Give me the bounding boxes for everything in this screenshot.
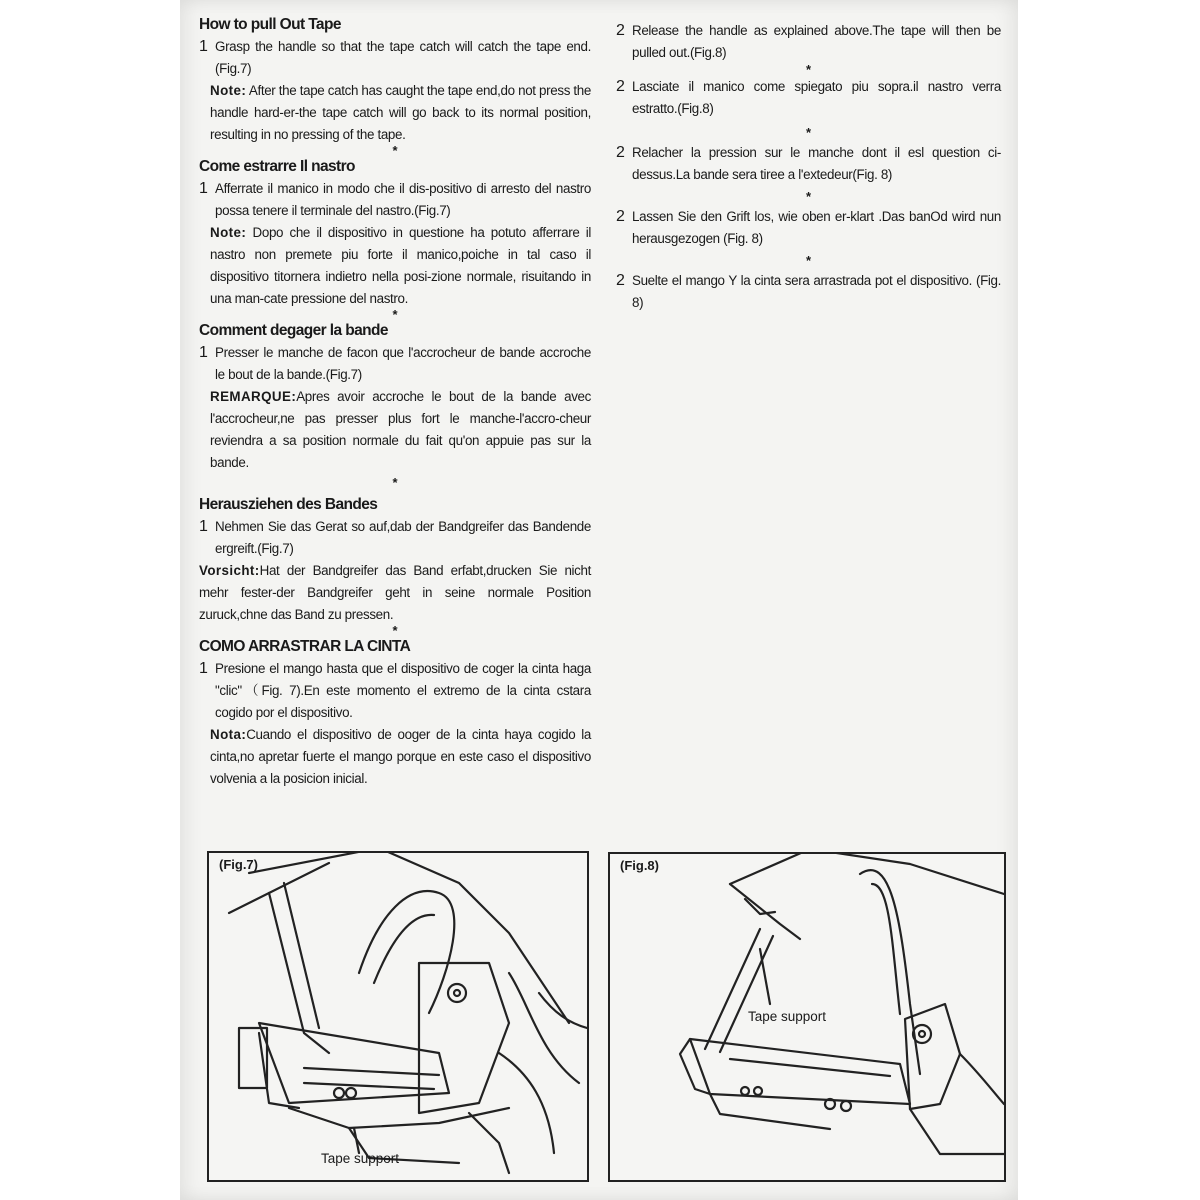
separator-star: * <box>392 143 398 158</box>
note-italian <box>199 222 591 310</box>
section-title-italian: Come estrarre Il nastro <box>199 158 355 175</box>
note-english <box>199 80 591 146</box>
note-text: Cuando el dispositivo de ooger de la cinta haya cogido la cinta,no apretar fuerte el mango porque en este caso el dispositivo volvenia a la posicion inicial. <box>210 727 591 786</box>
step-2-german <box>616 206 1001 250</box>
note-german <box>199 560 591 626</box>
step-number: 2 <box>616 22 625 39</box>
step-1-french <box>199 342 591 386</box>
note-label: Note: <box>210 83 247 98</box>
step-text: Nehmen Sie das Gerat so auf,dab der Bandgreifer das Bandende ergreift.(Fig.7) <box>215 519 591 556</box>
section-german <box>199 494 591 626</box>
figure-label: (Fig.7) <box>219 857 258 872</box>
step-text: Lassen Sie den Grift los, wie oben er-klart .Das banOd wird nun herausgezogen (Fig. 8) <box>632 209 1001 246</box>
separator-star: * <box>805 125 812 140</box>
section-title-french: Comment degager la bande <box>199 322 388 339</box>
separator-star: * <box>805 253 812 268</box>
step-number: 2 <box>616 272 625 289</box>
note-label: Note: <box>210 225 247 240</box>
separator-star: * <box>392 475 398 490</box>
figure-label: (Fig.8) <box>620 858 659 873</box>
note-text: Dopo che il dispositivo in questione ha potuto afferrare il nastro non premete piu forte il manico,poiche in tal caso il dispositivo titornera indietro nella posi-zione normale, risuitando in una man-cate pressione del nastro. <box>210 225 591 306</box>
right-column <box>616 20 1001 314</box>
section-title-spanish: COMO ARRASTRAR LA CINTA <box>199 638 411 655</box>
tape-support-callout: Tape support <box>748 1009 827 1024</box>
step-text: Lasciate il manico come spiegato piu sopra.il nastro verra estratto.(Fig.8) <box>632 79 1001 116</box>
separator-star: * <box>392 307 398 322</box>
show-through-text <box>560 300 1000 800</box>
section-title-english: How to pull Out Tape <box>199 16 341 33</box>
stapler-illustration-fig7 <box>209 853 587 1180</box>
step-1-spanish <box>199 658 591 724</box>
tape-support-callout: Tape support <box>321 1151 400 1166</box>
step-2-english <box>616 20 1001 64</box>
step-text: Relacher la pression sur le manche dont il esl question ci-dessus.La bande sera tiree a l'extedeur(Fig. 8) <box>632 145 1001 182</box>
step-number: 1 <box>199 518 208 535</box>
step-number: 1 <box>199 660 208 677</box>
step-1-english <box>199 36 591 80</box>
note-text: Hat der Bandgreifer das Band erfabt,drucken Sie nicht mehr fester-der Bandgreifer geht in seine normale Position zuruck,chne das Band zu pressen. <box>199 563 591 622</box>
separator-star: * <box>805 189 812 204</box>
figure-8 <box>608 852 1006 1182</box>
section-spanish <box>199 636 591 790</box>
step-number: 2 <box>616 78 625 95</box>
note-label: REMARQUE: <box>210 389 297 404</box>
step-number: 1 <box>199 38 208 55</box>
figure-7 <box>207 851 589 1182</box>
step-number: 1 <box>199 344 208 361</box>
note-french <box>199 386 591 474</box>
step-1-italian <box>199 178 591 222</box>
note-label: Nota: <box>210 727 247 742</box>
step-2-italian <box>616 76 1001 120</box>
step-text: Suelte el mango Y la cinta sera arrastrada pot el dispositivo. (Fig. 8) <box>632 273 1001 310</box>
note-text: After the tape catch has caught the tape end,do not press the handle hard-er-the tape catch will go back to its normal position, resulting in no pressing of the tape. <box>210 83 591 142</box>
separator-star: * <box>805 62 812 77</box>
step-text: Afferrate il manico in modo che il dis-positivo di arresto del nastro possa tenere il terminale del nastro.(Fig.7) <box>215 181 591 218</box>
step-2-french <box>616 142 1001 186</box>
step-number: 2 <box>616 208 625 225</box>
note-text: Apres avoir accroche le bout de la bande avec l'accrocheur,ne pas presser plus fort le manche-l'accro-cheur reviendra a sa position normale du fait qu'on appuie pas sur la bande. <box>210 389 591 470</box>
step-text: Release the handle as explained above.The tape will then be pulled out.(Fig.8) <box>632 23 1001 60</box>
step-text: Presione el mango hasta que el dispositivo de coger la cinta haga "clic"（Fig. 7).En este momento el extremo de la cinta cstara cogido por el dispositivo. <box>215 661 591 720</box>
step-number: 1 <box>199 180 208 197</box>
step-text: Grasp the handle so that the tape catch will catch the tape end.(Fig.7) <box>215 39 591 76</box>
separator-star: * <box>392 623 398 638</box>
left-column <box>199 14 591 790</box>
step-1-german <box>199 516 591 560</box>
step-text: Presser le manche de facon que l'accrocheur de bande accroche le bout de la bande.(Fig.7) <box>215 345 591 382</box>
step-number: 2 <box>616 144 625 161</box>
section-french <box>199 320 591 474</box>
step-2-spanish <box>616 270 1001 314</box>
note-label: Vorsicht: <box>199 563 260 578</box>
note-spanish <box>199 724 591 790</box>
section-title-german: Herausziehen des Bandes <box>199 496 378 513</box>
section-italian <box>199 156 591 310</box>
section-english <box>199 14 591 146</box>
